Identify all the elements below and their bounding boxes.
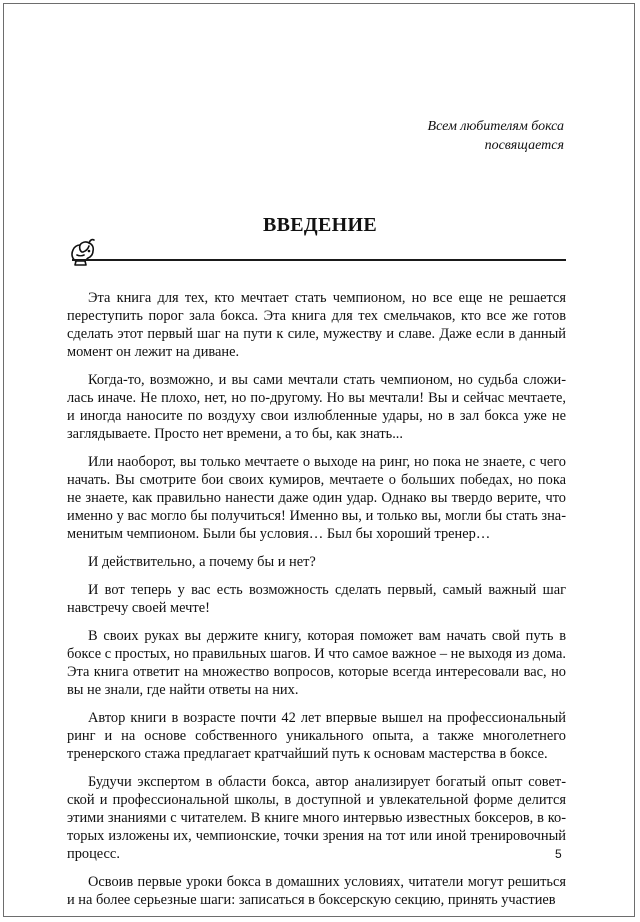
body-text bbox=[67, 289, 566, 919]
paragraph: И действительно, а почему бы и нет? bbox=[88, 554, 316, 570]
paragraph: И вот теперь у вас есть возможность сделать первый, самый важный шаг навстречу своей мечте! bbox=[67, 582, 566, 616]
paragraph: Будучи экспертом в области бокса, автор анализирует богатый опыт советской и профессиональной школы, в доступной и увлекательной форме делится этими знаниями с читателем. В книге много интервью известных боксеров, в которых изложены их, чемпионские, точки зрения на тот или иной тренировочный процесс. bbox=[67, 774, 566, 862]
paragraph: Когда-то, возможно, и вы сами мечтали стать чемпионом, но судьба сложилась иначе. Не плохо, нет, но по-другому. Но вы мечтали! Вы и сейчас мечтаете, и иногда наносите по воздуху свои излюбленные удары, но в зал бокса уже не заглядываете. Просто нет времени, а то бы, как знать... bbox=[67, 372, 566, 442]
dedication-line-1: Всем любителям бокса bbox=[427, 119, 564, 134]
page-number: 5 bbox=[555, 847, 562, 861]
paragraph: Эта книга для тех, кто мечтает стать чемпионом, но все еще не решается переступить порог зала бокса. Эта книга для тех смельчаков, кто все же готов сделать этот первый шаг на пути к силе, мужеству и славе. Даже если в данный момент он лежит на диване. bbox=[67, 290, 566, 360]
paragraph: Освоив первые уроки бокса в домашних условиях, читатели могут решиться и на более серьезные шаги: записаться в боксерскую секцию, принять участиев bbox=[67, 874, 566, 908]
chapter-title: ВВЕДЕНИЕ bbox=[263, 214, 377, 236]
boxing-glove-icon bbox=[67, 234, 101, 268]
dedication bbox=[244, 117, 564, 155]
dedication-line-2: посвящается bbox=[484, 138, 564, 153]
heading-rule bbox=[72, 259, 566, 261]
paragraph: Или наоборот, вы только мечтаете о выходе на ринг, но пока не знаете, с чего начать. Вы смотрите бои своих кумиров, мечтаете о больших победах, но пока не знаете, как правильно нанести даже один удар. Однако вы твердо верите, что именно у вас могло бы получиться! Именно вы, и только вы, могли бы стать знаменитым чемпионом. Были бы условия… Был бы хороший тренер… bbox=[67, 454, 566, 542]
paragraph: Автор книги в возрасте почти 42 лет впервые вышел на профессиональный ринг и на основе собственного уникального опыта, а также многолетнего тренерского стажа предлагает кратчайший путь к основам мастерства в боксе. bbox=[67, 710, 566, 762]
paragraph: В своих руках вы держите книгу, которая поможет вам начать свой путь в боксе с простых, но правильных шагов. И что самое важное – не выходя из дома. Эта книга ответит на множество вопросов, которые всегда интересовали вас, но вы не знали, где найти ответы на них. bbox=[67, 628, 566, 698]
